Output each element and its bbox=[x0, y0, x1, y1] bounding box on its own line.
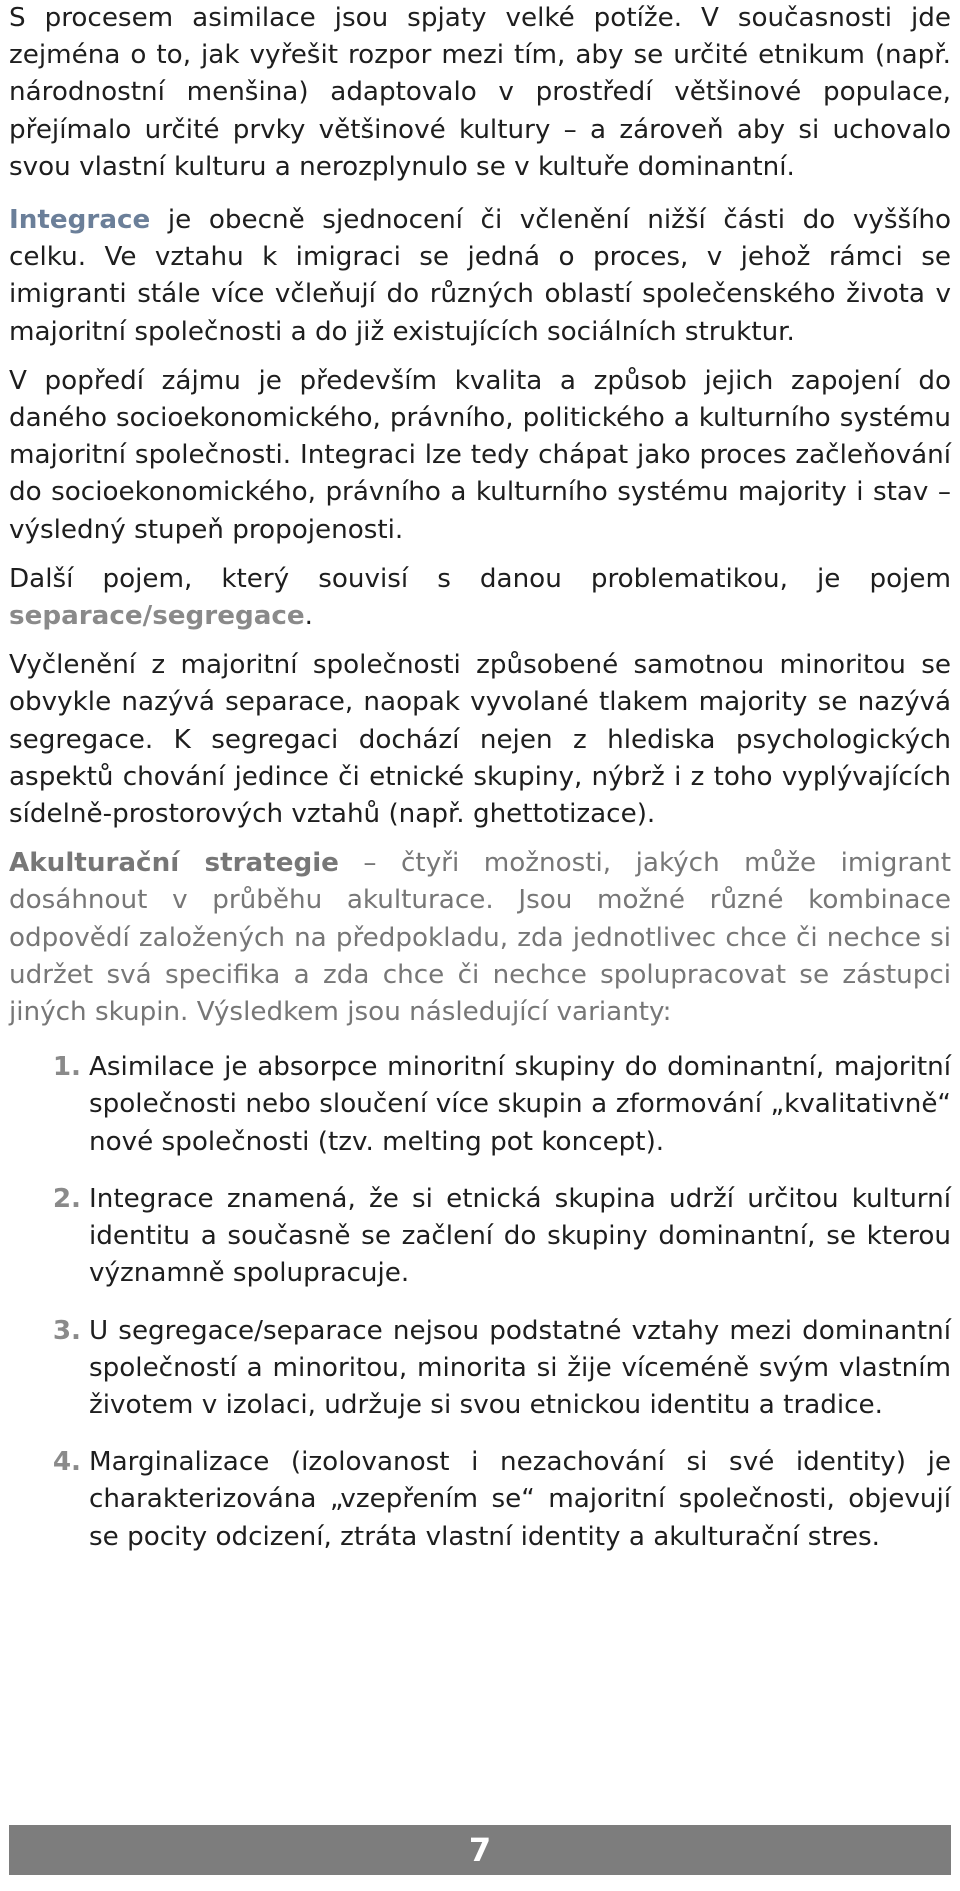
list-item-text: Marginalizace (izolovanost i nezachování si své identity) je charakterizována „vzepřením se“ majoritní společnosti, objevují se pocity odcizení, ztráta vlastní identity a akulturační stres. bbox=[89, 1447, 951, 1552]
term-akulturacni-strategie: Akulturační strategie bbox=[9, 848, 339, 879]
list-item bbox=[9, 1444, 951, 1556]
paragraph-integration-text: je obecně sjednocení či včlenění nižší části do vyššího celku. Ve vztahu k imigraci se jedná o proces, v jehož rámci se imigranti stále více včleňují do různých oblastí společenského života v majoritní společnosti a do již existujících sociálních struktur. bbox=[9, 205, 951, 347]
acculturation-variants-list bbox=[9, 1049, 951, 1555]
list-item bbox=[9, 1181, 951, 1293]
document-page bbox=[9, 0, 951, 1576]
paragraph-separation-intro bbox=[9, 561, 951, 635]
list-item-number: 2. bbox=[52, 1183, 81, 1214]
paragraph-acculturation-strategies bbox=[9, 845, 951, 1031]
paragraph-separation-intro-end: . bbox=[304, 601, 313, 632]
list-item-text: Asimilace je absorpce minoritní skupiny do dominantní, majoritní společnosti nebo sloučení více skupin a zformování „kvalitativně“ nové společnosti (tzv. melting pot koncept). bbox=[89, 1052, 951, 1157]
list-item-number: 4. bbox=[52, 1447, 81, 1478]
paragraph-integration-definition bbox=[9, 202, 951, 351]
list-item-number: 1. bbox=[52, 1052, 81, 1083]
footer-bar bbox=[9, 1825, 951, 1875]
term-separace-segregace: separace/segregace bbox=[9, 601, 305, 632]
term-integrace: Integrace bbox=[9, 205, 151, 236]
list-item-number: 3. bbox=[52, 1315, 81, 1346]
paragraph-assimilation-difficulties: S procesem asimilace jsou spjaty velké potíže. V současnosti jde zejména o to, jak vyřešit rozpor mezi tím, aby se určité etnikum (např. národnostní menšina) adaptovalo v prostředí většinové populace, přejímalo určité prvky většinové kultury – a zároveň aby si uchovalo svou vlastní kulturu a nerozplynulo se v kultuře dominantní. bbox=[9, 3, 951, 182]
paragraph-separation-definition: Vyčlenění z majoritní společnosti způsobené samotnou minoritou se obvykle nazývá separace, naopak vyvolané tlakem majority se nazývá segregace. K segregaci dochází nejen z hlediska psychologických aspektů chování jedince či etnické skupiny, nýbrž i z toho vyplývajících sídelně-prostorových vztahů (např. ghettotizace). bbox=[9, 650, 951, 830]
paragraph-integration-quality: V popředí zájmu je především kvalita a způsob jejich zapojení do daného socioekonomického, právního, politického a kulturního systému majoritní společnosti. Integraci lze tedy chápat jako proces začleňování do socioekonomického, právního a kulturního systému majority i stav – výsledný stupeň propojenosti. bbox=[9, 365, 951, 545]
list-item-text: U segregace/separace nejsou podstatné vztahy mezi dominantní společností a minoritou, minorita si žije víceméně svým vlastním životem v izolaci, udržuje si svou etnickou identitu a tradice. bbox=[89, 1315, 951, 1420]
paragraph-separation-intro-text: Další pojem, který souvisí s danou problematikou, je pojem bbox=[9, 563, 951, 594]
list-item-text: Integrace znamená, že si etnická skupina udrží určitou kulturní identitu a současně se začlení do skupiny dominantní, se kterou významně spolupracuje. bbox=[89, 1183, 951, 1289]
page-number: 7 bbox=[468, 1831, 492, 1869]
paragraph-acculturation-text: – čtyři možnosti, jakých může imigrant dosáhnout v průběhu akulturace. Jsou možné různé kombinace odpovědí založených na předpokladu, zda jednotlivec chce či nechce si udržet svá specifika a zda chce či nechce spolupracovat se zástupci jiných skupin. Výsledkem jsou následující varianty: bbox=[9, 848, 951, 1028]
list-item bbox=[9, 1049, 951, 1161]
list-item bbox=[9, 1313, 951, 1425]
